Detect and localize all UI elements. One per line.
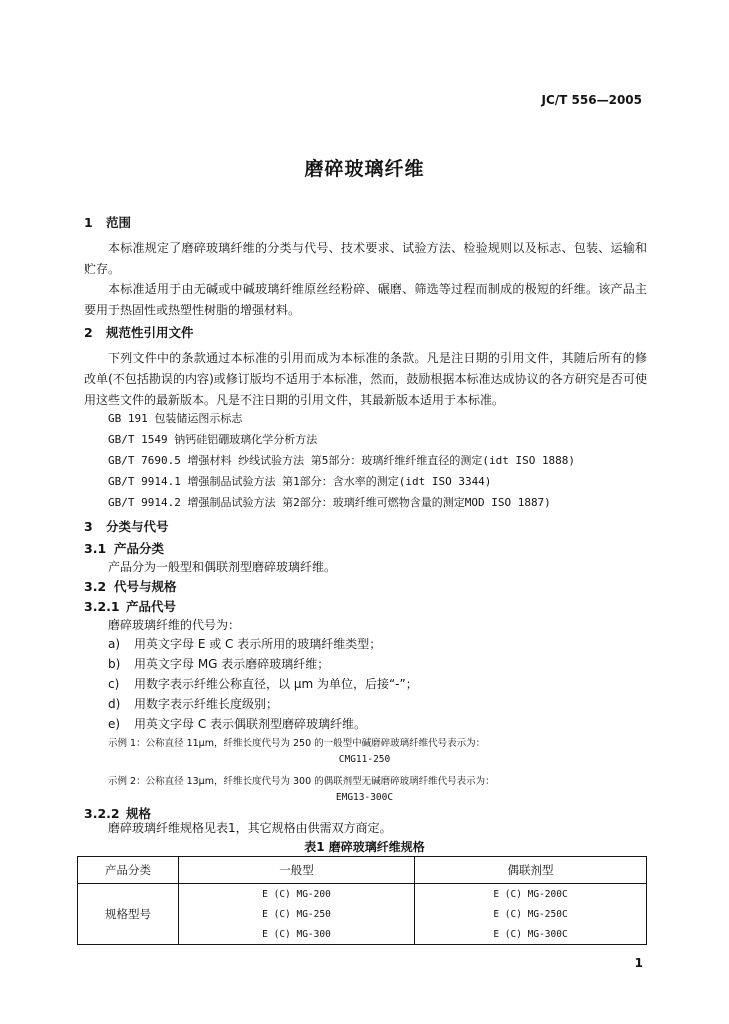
subsection-3-2-heading bbox=[84, 577, 177, 595]
list-item bbox=[108, 675, 418, 692]
table-header-cell: 偶联剂型 bbox=[415, 857, 647, 884]
page-number: 1 bbox=[634, 956, 643, 970]
section-number: 2 bbox=[84, 325, 93, 340]
list-marker: e) bbox=[108, 717, 121, 731]
section-1-paragraph-1: 本标准规定了磨碎玻璃纤维的分类与代号、技术要求、试验方法、检验规则以及标志、包装、运输和贮存。 bbox=[84, 241, 647, 276]
section-1-heading bbox=[84, 213, 131, 231]
list-marker: c) bbox=[108, 677, 120, 691]
table-cell: E (C) MG-300 bbox=[179, 924, 415, 945]
subsection-number: 3.2.1 bbox=[84, 599, 120, 614]
example-2-text: 示例 2：公称直径 13μm，纤维长度代号为 300 的偶联剂型无碱磨碎玻璃纤维代号表示为： bbox=[108, 776, 495, 787]
subsection-number: 3.2.2 bbox=[84, 806, 120, 821]
reference-item: GB/T 7690.5 增强材料 纱线试验方法 第5部分：玻璃纤维纤维直径的测定(idt ISO 1888) bbox=[108, 454, 576, 467]
document-title: 磨碎玻璃纤维 bbox=[304, 158, 425, 180]
list-item bbox=[108, 715, 366, 732]
subsection-number: 3.1 bbox=[84, 541, 107, 556]
table-cell: E (C) MG-250C bbox=[415, 904, 647, 924]
subsection-3-1-heading bbox=[84, 539, 164, 557]
table-row-label: 规格型号 bbox=[78, 884, 179, 945]
example-1-code: CMG11-250 bbox=[338, 754, 391, 765]
list-item bbox=[108, 695, 278, 712]
table-header-row bbox=[78, 857, 647, 884]
list-item bbox=[108, 655, 329, 672]
table-header-cell: 一般型 bbox=[179, 857, 415, 884]
section-number: 3 bbox=[84, 519, 93, 534]
list-text: 用数字表示纤维长度级别； bbox=[134, 697, 279, 711]
list-marker: b) bbox=[108, 657, 121, 671]
table-cell: E (C) MG-200C bbox=[415, 884, 647, 905]
subsection-3-2-1-heading bbox=[84, 597, 176, 615]
section-1-paragraph-2: 本标准适用于由无碱或中碱玻璃纤维原丝经粉碎、碾磨、筛选等过程而制成的极短的纤维。该产品主要用于热固性或热塑性树脂的增强材料。 bbox=[84, 282, 647, 317]
subsection-3-1-text: 产品分为一般型和偶联剂型磨碎玻璃纤维。 bbox=[108, 560, 337, 574]
standard-number: JC/T 556—2005 bbox=[541, 93, 642, 107]
reference-item: GB 191 包装储运图示标志 bbox=[108, 412, 243, 425]
section-2-paragraph: 下列文件中的条款通过本标准的引用而成为本标准的条款。凡是注日期的引用文件，其随后所有的修改单(不包括勘误的内容)或修订版均不适用于本标准，然而，鼓励根据本标准达成协议的各方研究是否可使用这些文件的最新版本。凡是不注日期的引用文件，其最新版本适用于本标准。 bbox=[84, 351, 647, 407]
example-2-code: EMG13-300C bbox=[335, 792, 394, 803]
list-marker: a) bbox=[108, 637, 121, 651]
reference-item: GB/T 9914.1 增强制品试验方法 第1部分：含水率的测定(idt ISO 3344) bbox=[108, 475, 492, 488]
subsection-title: 代号与规格 bbox=[114, 579, 177, 594]
section-title: 范围 bbox=[106, 215, 132, 230]
example-1-text: 示例 1：公称直径 11μm，纤维长度代号为 250 的一般型中碱磨碎玻璃纤维代号表示为： bbox=[108, 738, 486, 749]
table-cell: E (C) MG-200 bbox=[179, 884, 415, 905]
list-marker: d) bbox=[108, 697, 121, 711]
section-2-heading bbox=[84, 323, 194, 341]
subsection-number: 3.2 bbox=[84, 579, 107, 594]
list-text: 用英文字母 MG 表示磨碎玻璃纤维； bbox=[134, 657, 330, 671]
table-row bbox=[78, 884, 647, 905]
table-cell: E (C) MG-250 bbox=[179, 904, 415, 924]
section-number: 1 bbox=[84, 215, 93, 230]
code-intro-text: 磨碎玻璃纤维的代号为： bbox=[108, 618, 241, 632]
table-caption: 表1 磨碎玻璃纤维规格 bbox=[304, 840, 425, 854]
list-text: 用英文字母 C 表示偶联剂型磨碎玻璃纤维。 bbox=[134, 717, 367, 731]
subsection-title: 规格 bbox=[126, 806, 152, 821]
reference-item: GB/T 9914.2 增强制品试验方法 第2部分：玻璃纤维可燃物含量的测定MOD ISO 1887) bbox=[108, 496, 551, 509]
spec-table bbox=[77, 856, 647, 945]
subsection-title: 产品代号 bbox=[126, 599, 177, 614]
list-text: 用数字表示纤维公称直径，以 μm 为单位，后接“-”； bbox=[134, 677, 418, 691]
reference-item: GB/T 1549 钠钙硅铝硼玻璃化学分析方法 bbox=[108, 433, 318, 446]
section-title: 规范性引用文件 bbox=[106, 325, 194, 340]
table-cell: E (C) MG-300C bbox=[415, 924, 647, 945]
list-text: 用英文字母 E 或 C 表示所用的玻璃纤维类型； bbox=[134, 637, 382, 651]
subsection-3-2-2-text: 磨碎玻璃纤维规格见表1，其它规格由供需双方商定。 bbox=[108, 821, 392, 835]
subsection-title: 产品分类 bbox=[114, 541, 165, 556]
section-title: 分类与代号 bbox=[106, 519, 169, 534]
list-item bbox=[108, 635, 381, 652]
section-3-heading bbox=[84, 517, 169, 535]
table-header-cell: 产品分类 bbox=[78, 857, 179, 884]
